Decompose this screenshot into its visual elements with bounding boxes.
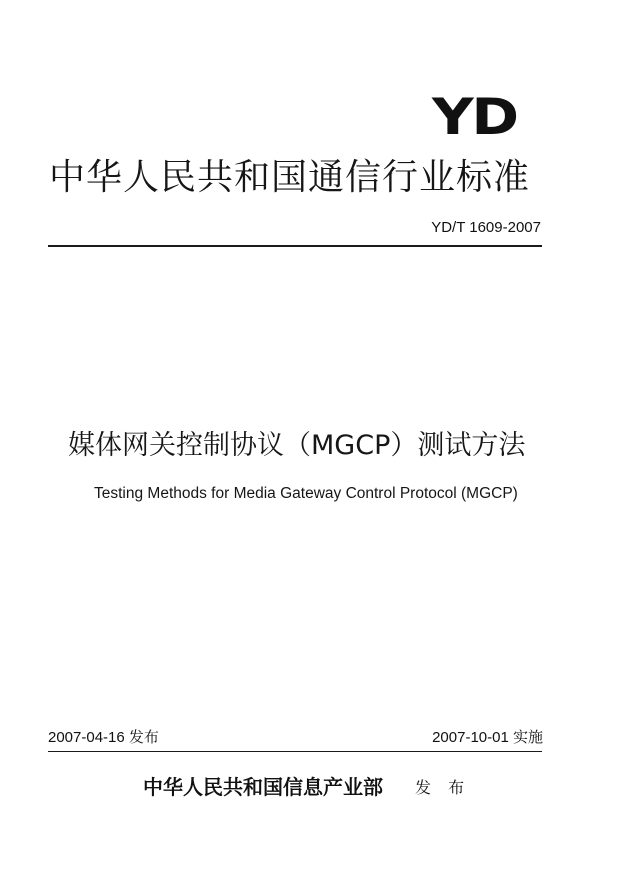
standard-category: 中华人民共和国通信行业标准: [49, 157, 531, 198]
yd-logo: YD: [432, 88, 517, 146]
publisher-suffix: 发 布: [415, 778, 471, 797]
publisher-name: 中华人民共和国信息产业部: [143, 775, 383, 799]
published-date: 2007-04-16 发布: [48, 729, 159, 746]
footer-divider: [48, 751, 542, 752]
document-title-zh: 媒体网关控制协议（MGCP）测试方法: [68, 430, 526, 461]
document-title-en: Testing Methods for Media Gateway Control Protocol (MGCP): [94, 485, 518, 502]
implemented-date: 2007-10-01 实施: [432, 729, 543, 746]
header-divider: [48, 245, 542, 247]
standard-number: YD/T 1609-2007: [431, 219, 541, 236]
